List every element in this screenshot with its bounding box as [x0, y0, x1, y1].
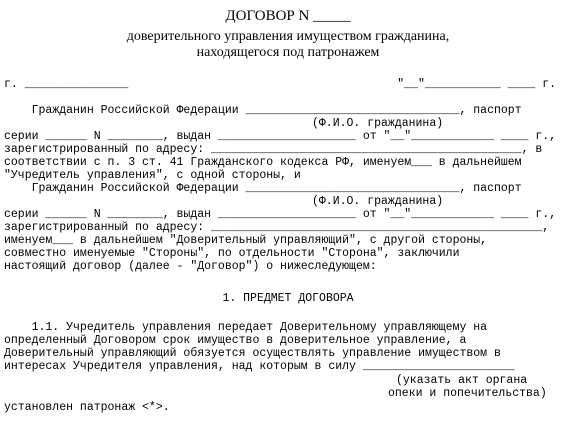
- party2-passport-line: серии ______ N ________, выдан ____________________ от "__"____________ ____ г.,: [4, 208, 557, 221]
- party2-citizen-line: Гражданин Российской Федерации _______________________________, паспорт: [4, 182, 522, 195]
- party1-basis-line: соответствии с п. 3 ст. 41 Гражданского кодекса РФ, именуем___ в дальнейшем: [4, 156, 522, 169]
- party2-agreement-line: настоящий договор (далее - "Договор") о нижеследующем:: [4, 260, 377, 273]
- party1-fio-hint: (Ф.И.О. гражданина): [312, 117, 444, 130]
- clause-1-1-line-4: интересах Учредителя управления, над которым в силу ______________________: [4, 360, 515, 373]
- contract-subtitle-2: находящегося под патронажем: [196, 45, 380, 60]
- party1-role-line: "Учредитель управления", с одной стороны, и: [4, 169, 301, 182]
- party2-joint-line: совместно именуемые "Стороны", по отдельности "Сторона", заключили: [4, 247, 460, 260]
- contract-subtitle-1: доверительного управления имуществом гражданина,: [126, 29, 450, 44]
- act-hint-2: опеки и попечительства): [388, 387, 547, 400]
- party1-passport-line: серии ______ N ________, выдан ____________________ от "__"____________ ____ г.,: [4, 130, 557, 143]
- clause-1-1-line-2: определенный Договором срок имущество в доверительное управление, а: [4, 334, 467, 347]
- city-field: г. _______________: [4, 78, 129, 91]
- party2-role-line: именуем___ в дальнейшем "Доверительный управляющий", с другой стороны,: [4, 234, 488, 247]
- date-field: "__"___________ ____ г.: [397, 78, 556, 91]
- clause-1-1-line-3: Доверительный управляющий обязуется осуществлять управление имуществом в: [4, 347, 501, 360]
- party1-citizen-line: Гражданин Российской Федерации _______________________________, паспорт: [4, 104, 522, 117]
- contract-title: ДОГОВОР N _____: [225, 8, 351, 24]
- act-hint-1: (указать акт органа: [396, 374, 528, 387]
- clause-1-1-line-1: 1.1. Учредитель управления передает Доверительному управляющему на: [4, 321, 488, 334]
- section-1-heading: 1. ПРЕДМЕТ ДОГОВОРА: [222, 292, 354, 305]
- party1-address-line: зарегистрированный по адресу: _____________________________________________, в: [4, 143, 543, 156]
- party2-fio-hint: (Ф.И.О. гражданина): [312, 195, 444, 208]
- party2-address-line: зарегистрированный по адресу: ________________________________________________,: [4, 221, 550, 234]
- clause-1-1-line-5: установлен патронаж <*>.: [4, 401, 170, 414]
